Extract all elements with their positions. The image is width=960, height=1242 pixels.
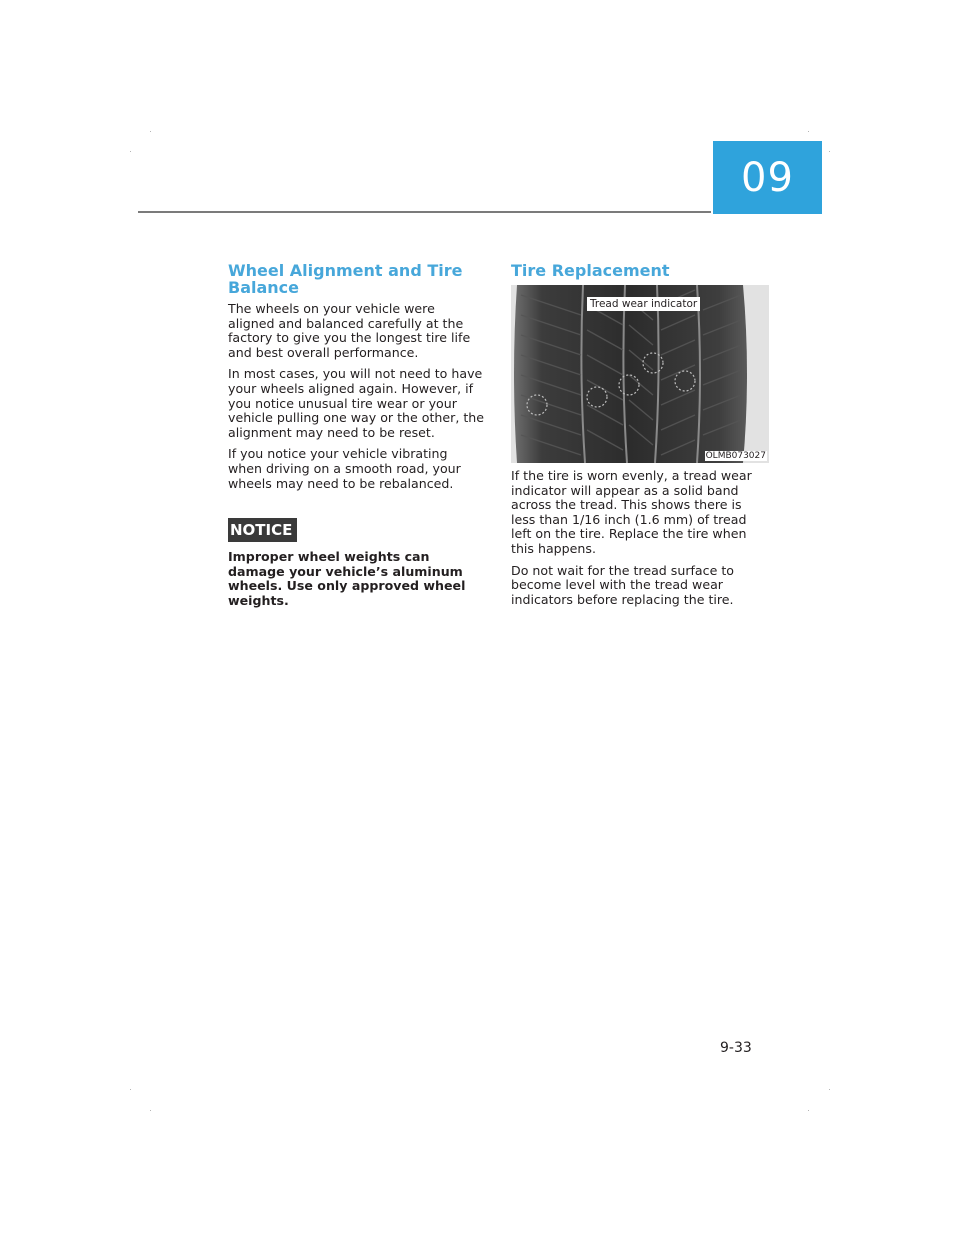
right-column [511,262,767,614]
notice-text: Improper wheel weights can damage your vehicle’s aluminum wheels. Use only approved wheel weights. [228,549,466,608]
paragraph: If the tire is worn evenly, a tread wear indicator will appear as a solid band across the tread. This shows there is less than 1/16 inch (1.6 mm) of tread left on the tire. Replace the tire when this happens. [511,468,752,556]
page-number: 9-33 [720,1040,752,1056]
tire-tread-figure [511,285,769,463]
crop-mark [829,1089,830,1090]
figure-code: OLMB073027 [705,451,766,461]
notice-badge: NOTICE [228,518,297,542]
paragraph: If you notice your vehicle vibrating when driving on a smooth road, your wheels may need to be rebalanced. [228,446,461,491]
section-title-wheel-alignment: Wheel Alignment and Tire Balance [228,261,463,297]
left-column [228,262,484,609]
paragraph: The wheels on your vehicle were aligned and balanced carefully at the factory to give you the longest tire life and best overall performance. [228,301,471,360]
crop-mark [808,1110,809,1111]
chapter-tab [713,141,822,214]
crop-mark [829,151,830,152]
crop-mark [150,131,151,132]
crop-mark [150,1110,151,1111]
tread-wear-indicator-callout: Tread wear indicator [587,297,700,311]
crop-mark [808,131,809,132]
crop-mark [130,151,131,152]
header-rule [138,211,711,213]
crop-mark [130,1089,131,1090]
section-title-tire-replacement: Tire Replacement [511,261,670,280]
paragraph: In most cases, you will not need to have your wheels aligned again. However, if you notice unusual tire wear or your vehicle pulling one way or the other, the alignment may need to be reset. [228,366,485,440]
tire-tread-image [511,285,769,463]
paragraph: Do not wait for the tread surface to become level with the tread wear indicators before replacing the tire. [511,562,734,607]
chapter-number: 09 [741,154,794,201]
